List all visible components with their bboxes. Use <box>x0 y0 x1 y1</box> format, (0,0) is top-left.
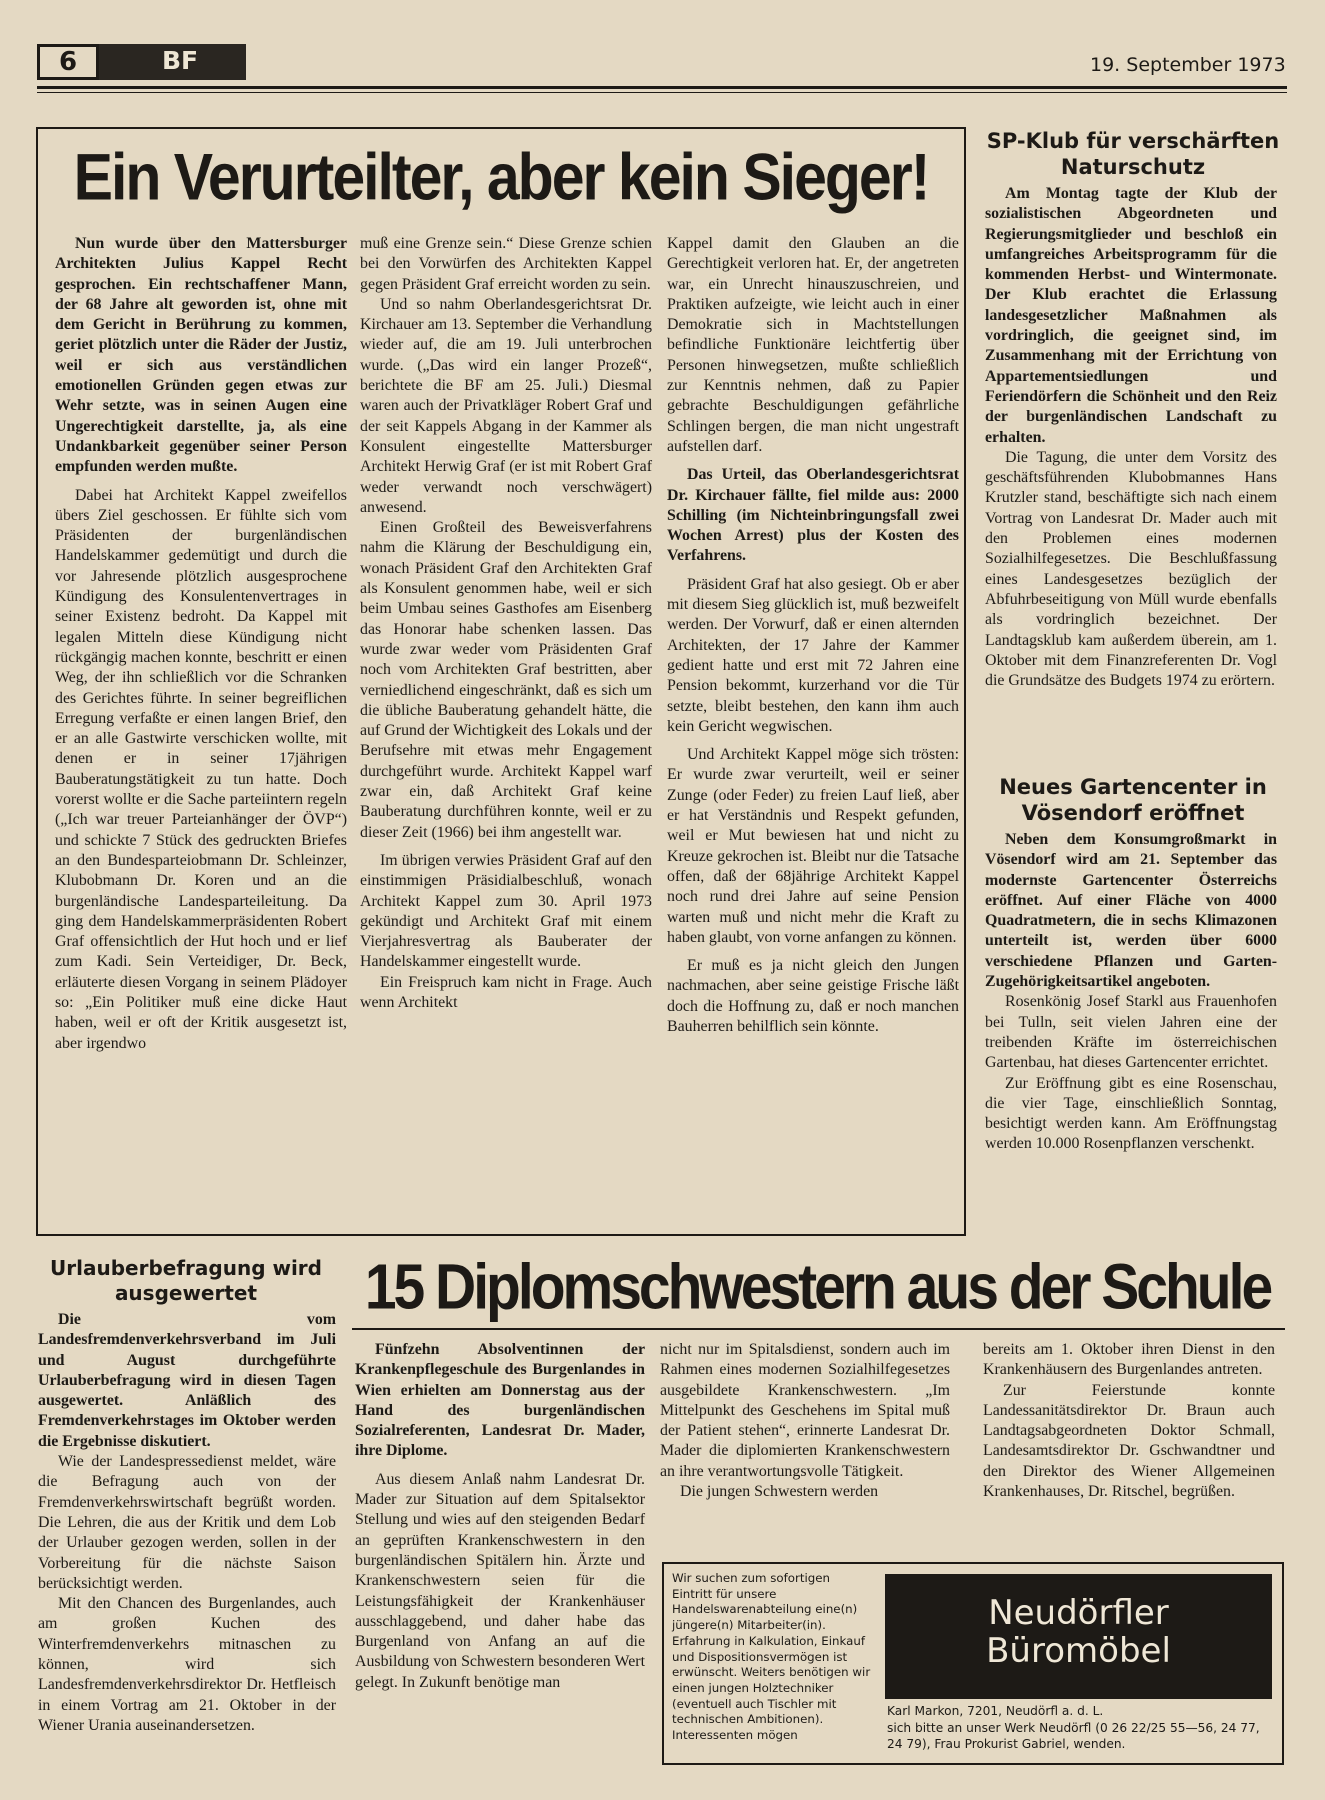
article2-rule <box>352 1328 1285 1330</box>
urlauber-body <box>38 1310 336 1736</box>
article2-para: Die jungen Schwestern werden <box>680 1483 879 1501</box>
sidebar-garten-para: Zur Eröffnung gibt es eine Rosenschau, die vier Tage, einschließlich Sonntag, besichtigt werden kann. Am Eröffnungstag werden 10.000 Rosenpflanzen verschenkt. <box>985 1074 1277 1153</box>
sidebar-garten-lead: Neben dem Konsumgroßmarkt in Vösendorf wird am 21. September das modernste Gartencenter Österreichs eröffnet. Auf einer Fläche von 4000 Quadratmetern, die in sechs Klimazonen unterteilt ist, werden über 6000 verschiedene Pflanzen und Garten-Zugehörigkeitsartikel angeboten. <box>985 831 1277 991</box>
article1-col1 <box>55 234 347 1054</box>
ad-brand-line2: Büromöbel <box>986 1631 1171 1671</box>
urlauber-para: Mit den Chancen des Burgenlandes, auch am großen Kuchen des Winterfremdenverkehrs mitnaschen zu können, wird sich Landesfremdenverkehrsdirektor Dr. Hetfleisch in einem Vortrag am 21. Oktober in der Wiener Urania auseinandersetzen. <box>38 1595 336 1734</box>
ad-brand-line1: Neudörfler <box>988 1593 1169 1633</box>
article1-para: Präsident Graf hat also gesiegt. Ob er aber mit diesem Sieg glücklich ist, muß bezweifelt werden. Der Vorwurf, daß er einen alternden Architekten, der 17 Jahre der Kammer gedient hatte und erst mit 72 Jahren eine Pension bekommt, kurzerhand vor die Tür setzte, bleibt bestehen, den kann ihm auch kein Gericht wegwischen. <box>667 575 959 735</box>
article1-lead: Nun wurde über den Mattersburger Architekten Julius Kappel Recht gesprochen. Ein rechtschaffener Mann, der 68 Jahre alt geworden ist, ohne mit dem Gericht in Berührung zu kommen, geriet plötzlich unter die Räder der Justiz, weil er sich aus verständlichen emotionellen Gründen gegen etwas zur Wehr setzte, was in seinen Augen eine Ungerechtigkeit darstellte, ja, als eine Undankbarkeit gegenüber seiner Person empfunden werden mußte. <box>55 235 347 476</box>
article1-para: muß eine Grenze sein.“ Diese Grenze schien bei den Vorwürfen des Architekten Kappel gegen Präsident Graf erreicht worden zu sein. <box>360 235 652 293</box>
article2-lead: Fünfzehn Absolventinnen der Krankenpflegeschule des Burgenlandes in Wien erhielten am Donnerstag aus der Hand des burgenländischen Sozialreferenten, Landesrat Dr. Mader, ihre Diplome. <box>355 1341 645 1460</box>
article2-para: bereits am 1. Oktober ihren Dienst in den Krankenhäusern des Burgenlandes antreten. <box>983 1341 1275 1379</box>
article2-col3 <box>983 1340 1275 1502</box>
article1-para: Er muß es ja nicht gleich den Jungen nachmachen, aber seine geistige Frische läßt doch die Hoffnung zu, daß er noch manchen Bauherren behilflich sein könnte. <box>667 957 959 1035</box>
article1-para: Im übrigen verwies Präsident Graf auf den einstimmigen Präsidialbeschluß, wonach Architekt Kappel zum 30. April 1973 gekündigt und Architekt Graf mit einem Vierjahresvertrag als Bauberater der Handelskammer eingestellt wurde. <box>360 851 652 971</box>
article1-col3 <box>667 234 959 1037</box>
headline-second: 15 Diplomschwestern aus der Schule <box>364 1251 1271 1323</box>
issue-date: 19. September 1973 <box>1090 54 1286 76</box>
ad-address: Karl Markon, 7201, Neudörfl a. d. L. <box>887 1704 1104 1718</box>
headline-main: Ein Verurteilter, aber kein Sieger! <box>73 140 929 214</box>
urlauber-para: Wie der Landespressedienst meldet, wäre die Befragung auch von der Fremdenverkehrswirtschaft begrüßt worden. Die Lehren, die aus der Kritik und dem Lob der Urlauber gezogen werden, sollen in der Vorbereitung für die nächste Saison berücksichtigt werden. <box>38 1453 336 1592</box>
header-rule <box>37 86 1287 89</box>
article2-para: Aus diesem Anlaß nahm Landesrat Dr. Mader zur Situation auf dem Spitalsektor Stellung und wies auf den steigenden Bedarf an geprüften Krankenschwestern in den burgenländischen Spitälern hin. Ärzte und Krankenschwestern seien für die Leistungsfähigkeit der Krankenhäuser ausschlaggebend, und daher habe das Burgenland von Anfang an auf die Ausbildung von Schwestern besonderen Wert gelegt. In Zukunft benötige man <box>355 1470 645 1691</box>
article1-para: Dabei hat Architekt Kappel zweifellos übers Ziel geschossen. Er fühlte sich vom Präsidenten der burgenländischen Handelskammer gedemütigt und durch die vor Jahresende plötzlich ausgesprochene Kündigung des Konsulentenvertrages in seiner Existenz bedroht. Da Kappel mit legalen Mitteln diese Kündigung nicht rückgängig machen konnte, beschritt er einen Weg, der ihn schließlich vor die Schranken des Gerichtes führte. In seiner begreiflichen Erregung verfaßte er einen langen Brief, den er an alle Gastwirte verschicken wollte, mit denen er in seiner 17jährigen Bauberatungstätigkeit zu tun hatte. Doch vorerst wollte er die Sache parteiintern regeln („Ich war treuer Parteianhänger der ÖVP“) und schickte 7 Stück des gedruckten Briefes an den Bundesparteiobmann Dr. Schleinzer, Klubobmann Dr. Koren und an die burgenländische Landesparteileitung. Da ging dem Handelskammerpräsidenten Robert Graf offensichtlich der Hut hoch und er lief zum Kadi. Sein Verteidiger, Dr. Beck, erläuterte diesen Vorgang in seinem Plädoyer so: „Ein Politiker muß eine dicke Haut haben, weil er oft der Kritik ausgesetzt ist, aber irgendwo <box>55 486 347 1052</box>
article1-para: Und so nahm Oberlandesgerichtsrat Dr. Kirchauer am 13. September die Verhandlung wieder auf, die am 19. Juli unterbrochen wurde. („Das wird ein langer Prozeß“, berichtete die BF am 25. Juli.) Diesmal waren auch der Privatkläger Robert Graf und der seit Kappels Abgang in der Kammer als Konsulent eingestellte Mattersburger Architekt Herwig Graf (er ist mit Robert Graf weder verwandt noch verschwägert) anwesend. <box>360 295 652 516</box>
article2-para: nicht nur im Spitalsdienst, sondern auch im Rahmen eines modernen Sozialhilfegesetzes ausgebildete Krankenschwestern. „Im Mittelpunkt des Geschehens im Spital muß der Patient stehen“, erinnerte Landesrat Dr. Mader die diplomierten Krankenschwestern an ihre verantwortungsvolle Tätigkeit. <box>660 1341 950 1480</box>
article1-verdict: Das Urteil, das Oberlandesgerichtsrat Dr. Kirchauer fällte, fiel milde aus: 2000 Schilling (im Nichteinbringungsfall zwei Wochen Arrest) plus der Kosten des Verfahrens. <box>667 466 959 565</box>
sidebar-garten-body <box>985 830 1277 1155</box>
ad-text: Wir suchen zum sofortigen Eintritt für unsere Handelswarenabteilung eine(n) jüngere(n) Mitarbeiter(in). Erfahrung in Kalkulation, Einkauf und Dispositionsvermögen ist erwünscht. Weiters benötigen wir einen jungen Holztechniker (eventuell auch Tischler mit technischen Ambitionen). Interessenten mögen <box>672 1571 871 1743</box>
article2-col2 <box>660 1340 950 1502</box>
article1-para: Kappel damit den Glauben an die Gerechtigkeit verloren hat. Er, der angetreten war, ein Unrecht hinauszuschreien, und Praktiken aufzeigte, wie leicht auch in einer Demokratie sich in Machtstellungen befindliche Funktionäre leichtfertig über Personen hinwegsetzen, mußte schließlich zur Kenntnis nehmen, daß zu Papier gebrachte Beschuldigungen gefährliche Schlingen bergen, die man nicht ungestraft aufstellen darf. <box>667 235 959 455</box>
urlauber-title: Urlauberbefragung wird ausgewertet <box>50 1256 322 1305</box>
urlauber-lead: Die vom Landesfremdenverkehrsverband im Juli und August durchgeführte Urlauberbefragung wird in diesen Tagen ausgewertet. Anläßlich des Fremdenverkehrstages im Oktober werden die Ergebnisse diskutiert. <box>38 1311 336 1450</box>
sidebar-sp-title: SP-Klub für verschärften Naturschutz <box>986 129 1280 179</box>
article2-para: Zur Feierstunde konnte Landessanitätsdirektor Dr. Braun auch Landtagsabgeordneten Doktor Schmall, Landesamtsdirektor Dr. Gschwandtner und den Direktor des Wiener Allgemeinen Krankenhauses, Dr. Ritschel, begrüßen. <box>983 1381 1275 1501</box>
article1-para: Ein Freispruch kam nicht in Frage. Auch wenn Architekt <box>360 973 652 1011</box>
article1-col2 <box>360 234 652 1013</box>
ad-brand-box <box>885 1574 1272 1699</box>
article1-para: Und Architekt Kappel möge sich trösten: Er wurde zwar verurteilt, weil er seiner Zunge (oder Feder) zu freien Lauf ließ, aber er hat Verständnis und Respekt gefunden, weil er Mut bewiesen hat und nicht zu Kreuze gekrochen ist. Bleibt nur die Tatsache offen, daß der 68jährige Architekt Kappel noch rund drei Jahre auf seine Pension warten muß und nicht mehr die Kraft zu haben glaubt, von vorne anfangen zu können. <box>667 746 959 946</box>
sidebar-garten-title: Neues Gartencenter in Vösendorf eröffnet <box>999 775 1267 825</box>
page-number-box <box>37 44 99 80</box>
section-label: BF <box>162 46 199 75</box>
header-rule-thin <box>37 92 1287 93</box>
sidebar-sp-body <box>985 184 1277 691</box>
article2-col1 <box>355 1340 645 1693</box>
article1-para: Einen Großteil des Beweisverfahrens nahm die Klärung der Beschuldigung ein, wonach Präsident Graf den Architekten Graf als Konsulent genommen habe, weil er sich beim Umbau seines Gasthofes am Eisenberg das Honorar habe schenken lassen. Das wurde zwar weder vom Präsidenten Graf noch vom Architekten Graf bestritten, aber verniedlichend eingeschränkt, daß es sich um die übliche Bauberatung gehandelt hätte, die auf Grund der Wichtigkeit des Lokals und der Berufsehre mit etwas mehr Engagement durchgeführt wurde. Architekt Kappel warf zwar ein, daß Architekt Graf keine Bauberatung durchführen konnte, weil er zu dieser Zeit (1966) bei ihm angestellt war. <box>360 519 652 841</box>
sidebar-garten-para: Rosenkönig Josef Starkl aus Frauenhofen bei Tulln, seit vielen Jahren eine der treibenden Kräfte im österreichischen Gartenbau, hat dieses Gartencenter errichtet. <box>985 993 1277 1072</box>
sidebar-sp-para: Die Tagung, die unter dem Vorsitz des geschäftsführenden Klubobmannes Hans Krutzler stand, beschäftigte sich nach einem Vortrag von Landesrat Dr. Mader auch mit den Problemen eines modernen Sozialhilfegesetzes. Die Beschlußfassung eines Landesgesetzes bezüglich der Abfuhrbeseitigung von Müll wurde ebenfalls als vordringlich bezeichnet. Der Landtagsklub kam außerdem überein, am 1. Oktober mit dem Finanzreferenten Dr. Vogl die Grundsätze des Budgets 1974 zu erörtern. <box>985 448 1277 690</box>
ad-contact: sich bitte an unser Werk Neudörfl (0 26 22/25 55—56, 24 77, 24 79), Frau Prokurist Gabriel, wenden. <box>887 1721 1260 1751</box>
sidebar-sp-lead: Am Montag tagte der Klub der sozialistischen Abgeordneten und Regierungsmitglieder und beschloß ein umfangreiches Arbeitsprogramm für die kommenden Herbst- und Wintermonate. Der Klub erachtet die Erlassung landesgesetzlicher Maßnahmen als vordringlich, die geeignet sind, im Zusammenhang mit der Errichtung von Appartementsiedlungen und Feriendörfern die Schönheit und den Reiz der burgenländischen Landschaft zu erhalten. <box>985 185 1277 446</box>
page-number: 6 <box>58 47 78 77</box>
